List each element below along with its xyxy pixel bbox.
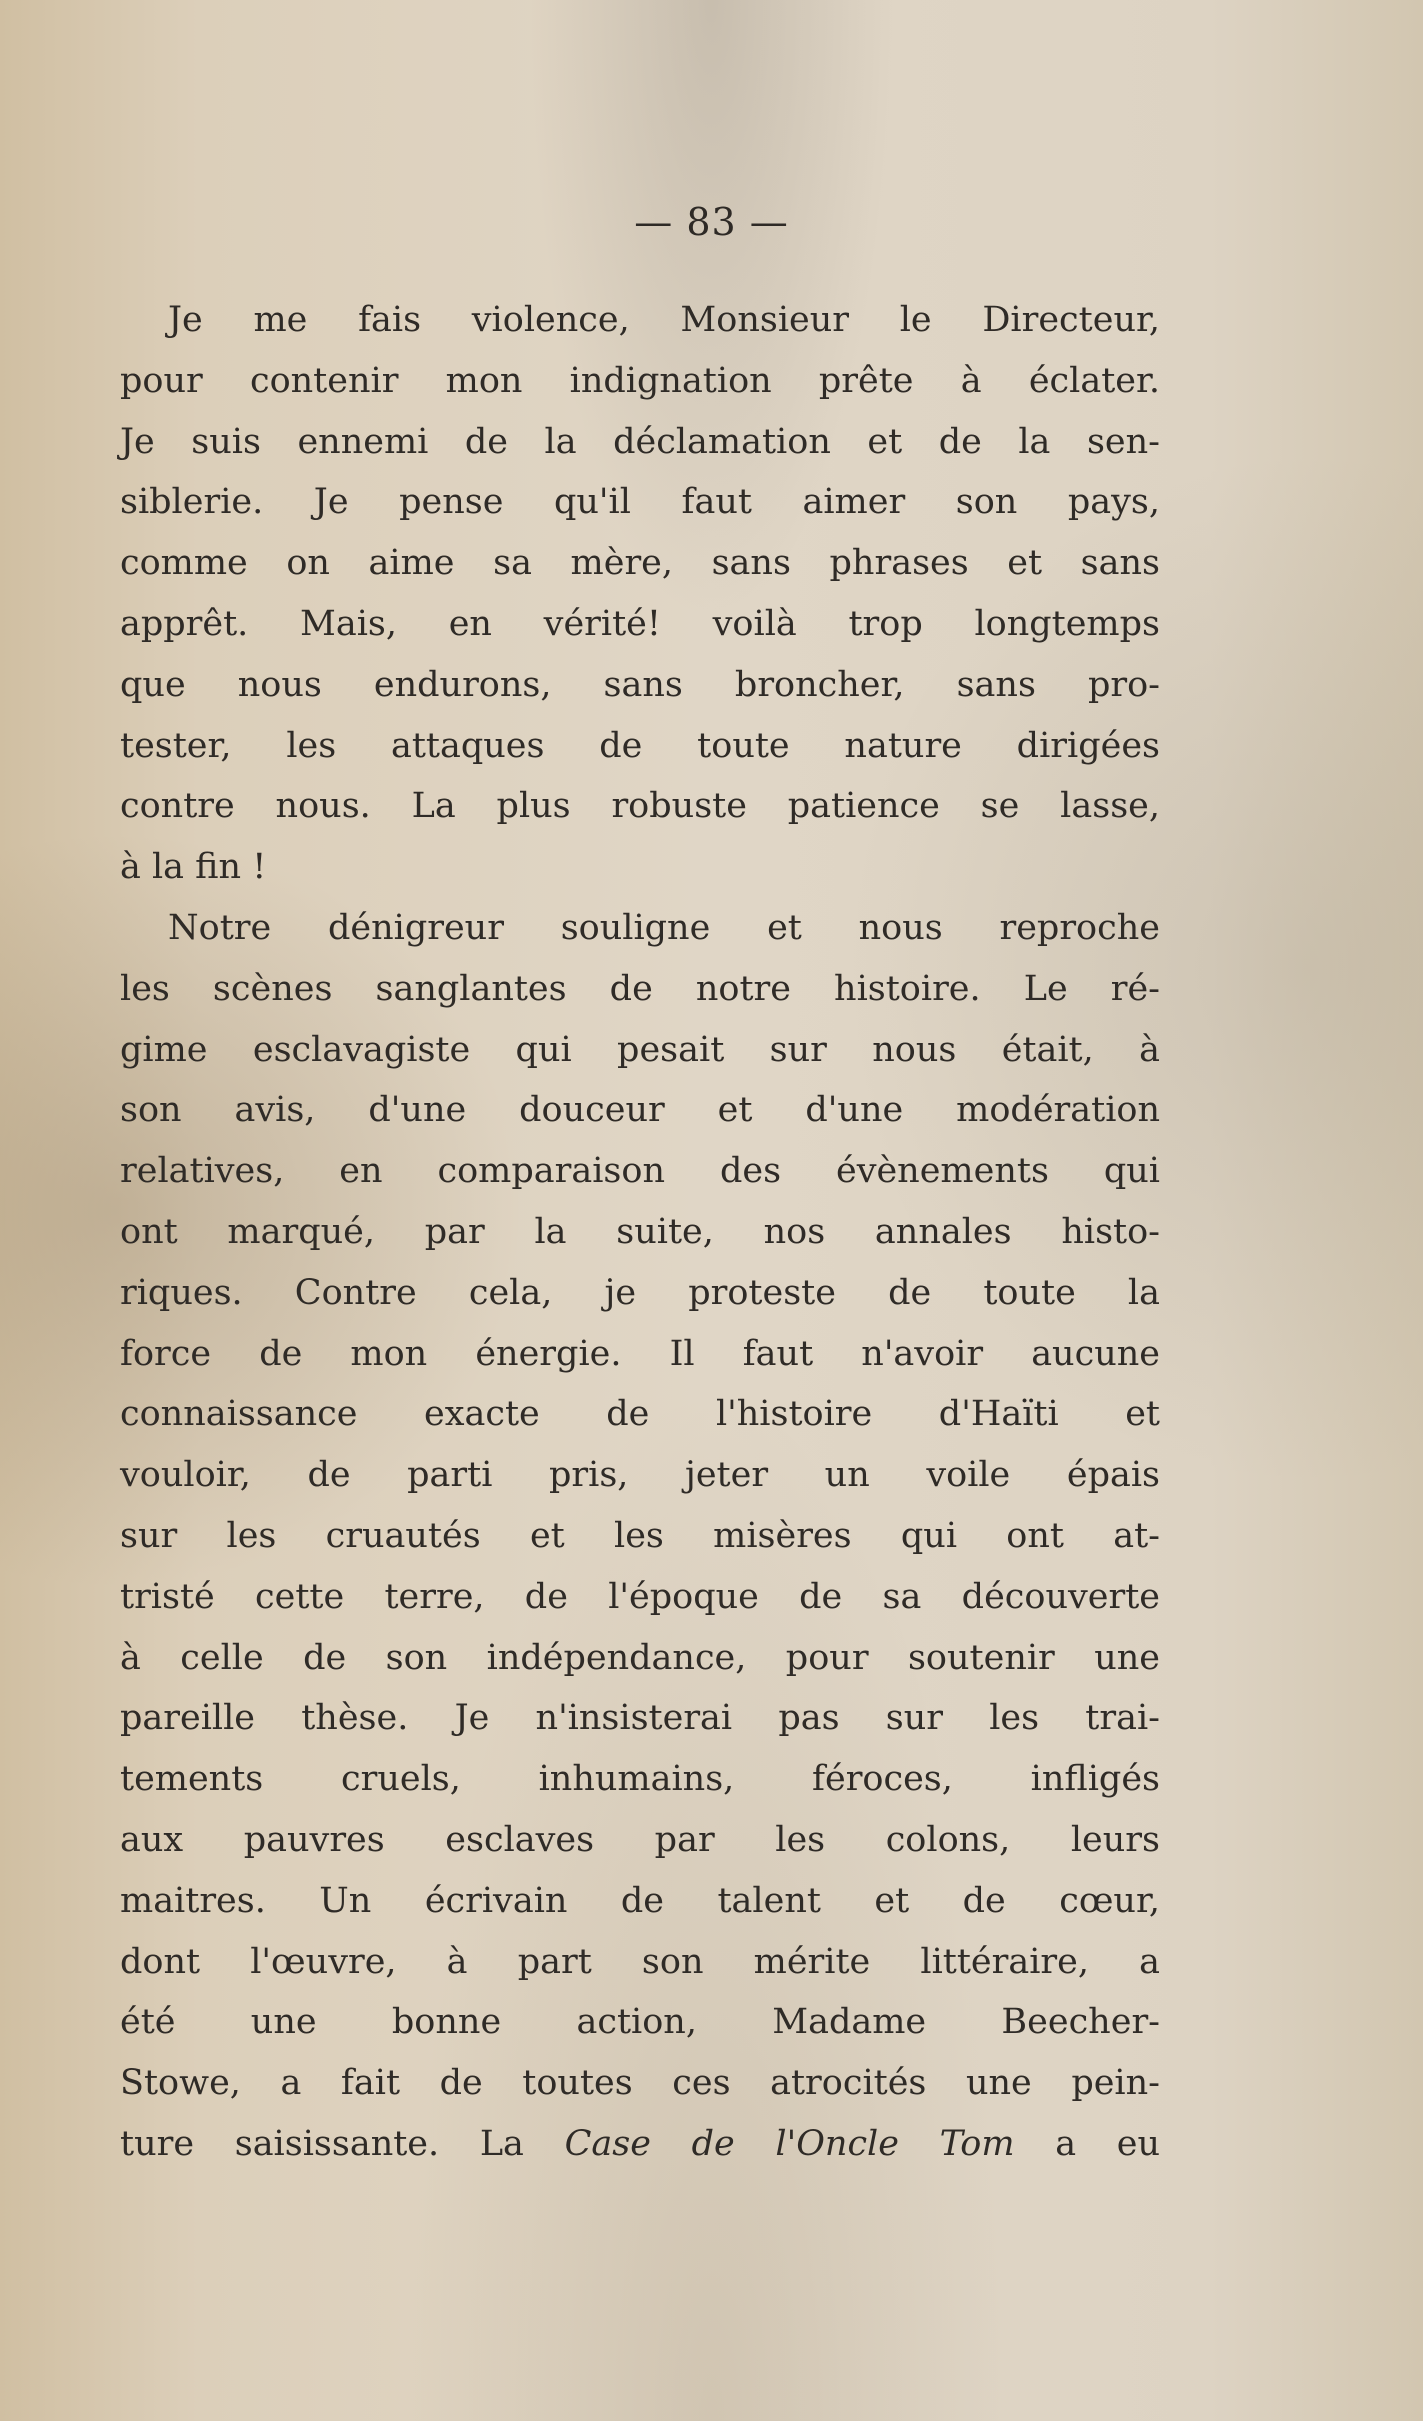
- text-line: aux pauvres esclaves par les colons, leurs: [120, 1819, 1160, 1860]
- text-line: que nous endurons, sans broncher, sans pro-: [120, 664, 1160, 705]
- text-line: à celle de son indépendance, pour soutenir une: [120, 1637, 1160, 1678]
- text-line: maitres. Un écrivain de talent et de cœur,: [120, 1880, 1160, 1921]
- text-line: gime esclavagiste qui pesait sur nous était, à: [120, 1029, 1160, 1070]
- text-line: Je me fais violence, Monsieur le Directeur,: [168, 300, 1160, 340]
- text-line: tristé cette terre, de l'époque de sa découverte: [120, 1576, 1160, 1617]
- paragraph-1: [120, 290, 1160, 898]
- text-line: contre nous. La plus robuste patience se lasse,: [120, 786, 1160, 827]
- text-line: son avis, d'une douceur et d'une modération: [120, 1090, 1160, 1131]
- text-line: vouloir, de parti pris, jeter un voile épais: [120, 1455, 1160, 1496]
- text-line: relatives, en comparaison des évènements qui: [120, 1151, 1160, 1192]
- page-number: — 83 —: [634, 200, 789, 244]
- text-segment: a eu: [1014, 2123, 1161, 2164]
- text-line: riques. Contre cela, je proteste de toute la: [120, 1272, 1160, 1313]
- text-line: Notre dénigreur souligne et nous reproche: [168, 907, 1160, 948]
- text-line: sur les cruautés et les misères qui ont at-: [120, 1515, 1160, 1556]
- text-line: dont l'œuvre, à part son mérite littéraire, a: [120, 1941, 1160, 1982]
- text-line: à la fin !: [120, 847, 267, 888]
- text-line: apprêt. Mais, en vérité! voilà trop longtemps: [120, 603, 1160, 644]
- text-line: ont marqué, par la suite, nos annales histo-: [120, 1211, 1160, 1252]
- text-line: pour contenir mon indignation prête à éclater.: [120, 360, 1160, 401]
- text-line: pareille thèse. Je n'insisterai pas sur les trai-: [120, 1698, 1160, 1739]
- text-line: force de mon énergie. Il faut n'avoir aucune: [120, 1333, 1160, 1374]
- book-title-italic: Case de l'Oncle Tom: [564, 2123, 1015, 2164]
- text-line-final: [120, 2114, 1160, 2175]
- text-line: comme on aime sa mère, sans phrases et sans: [120, 543, 1160, 584]
- text-line: tements cruels, inhumains, féroces, infligés: [120, 1759, 1160, 1800]
- text-line: été une bonne action, Madame Beecher-: [120, 2002, 1160, 2043]
- text-line: Stowe, a fait de toutes ces atrocités une pein-: [120, 2063, 1160, 2104]
- text-line: connaissance exacte de l'histoire d'Haïti et: [120, 1394, 1160, 1435]
- text-segment: ture saisissante. La: [120, 2123, 565, 2164]
- paragraph-2: [120, 898, 1160, 2175]
- text-line: Je suis ennemi de la déclamation et de la sen-: [120, 421, 1160, 462]
- text-line: tester, les attaques de toute nature dirigées: [120, 725, 1160, 766]
- body-text: [120, 290, 1160, 2175]
- text-line: siblerie. Je pense qu'il faut aimer son pays,: [120, 482, 1160, 523]
- text-line: les scènes sanglantes de notre histoire. Le ré-: [120, 968, 1160, 1009]
